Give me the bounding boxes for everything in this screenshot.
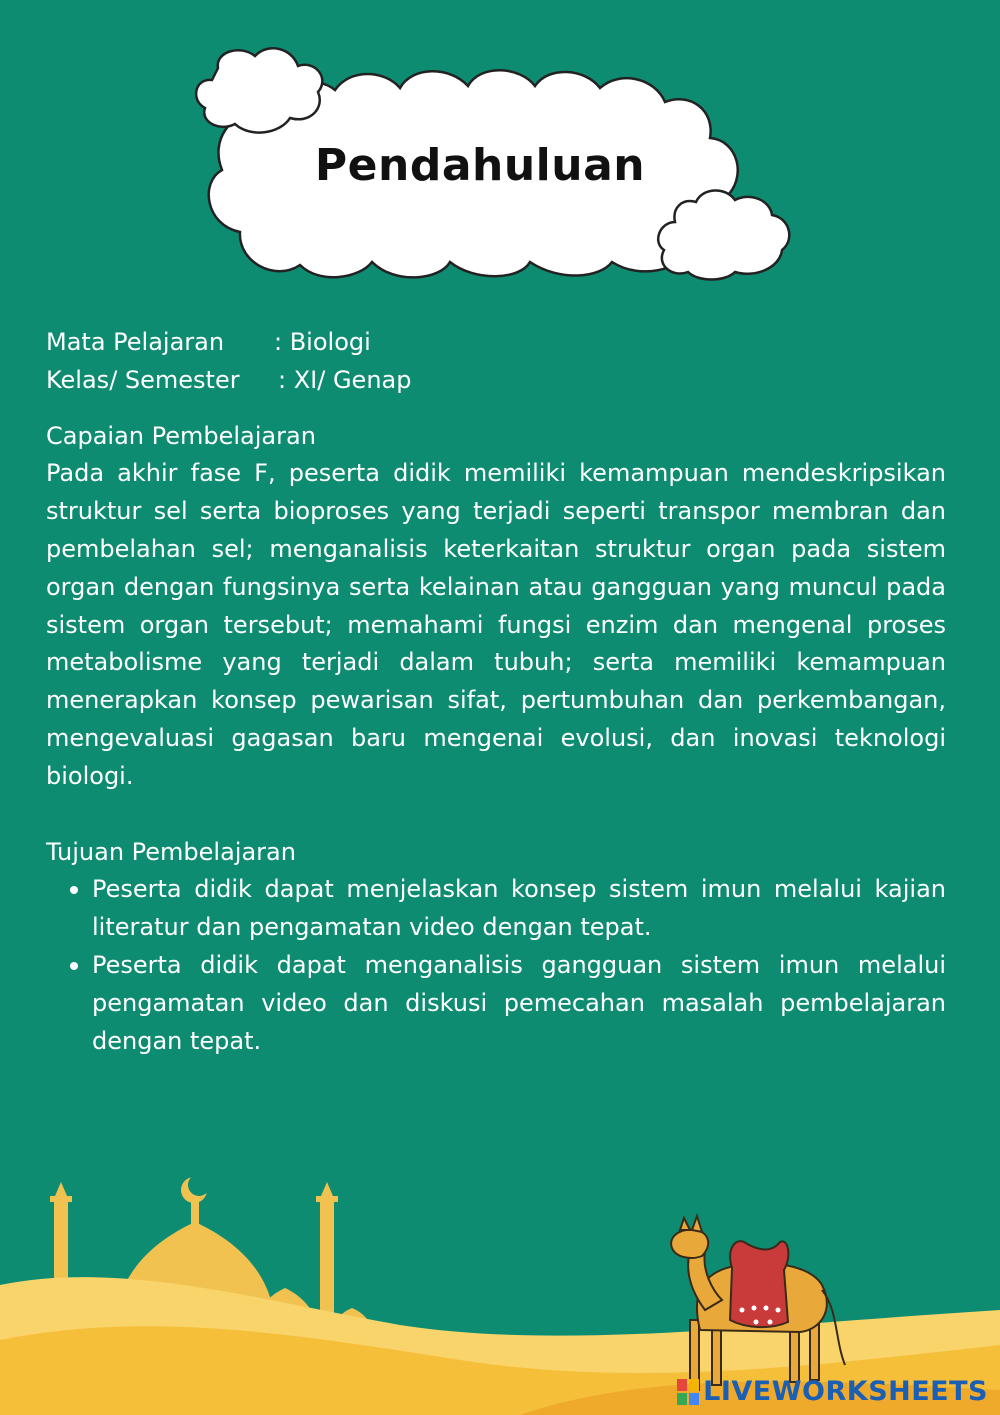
class-value: : XI/ Genap: [278, 365, 412, 394]
tujuan-list: [46, 871, 946, 1060]
tujuan-heading: Tujuan Pembelajaran: [46, 837, 296, 866]
class-row: [46, 362, 946, 400]
subject-value: : Biologi: [274, 328, 371, 356]
list-item: Peserta didik dapat menganalisis gangguan sistem imun melalui pengamatan video dan diskusi pemecahan masalah pembelajaran dengan tepat.: [92, 947, 946, 1060]
page-title: Pendahuluan: [314, 140, 646, 191]
crescent-moon-icon: [181, 1174, 210, 1203]
capaian-heading: Capaian Pembelajaran: [46, 421, 316, 450]
class-label: Kelas/ Semester: [46, 365, 240, 394]
liveworksheets-watermark: [677, 1376, 988, 1407]
list-item: Peserta didik dapat menjelaskan konsep sistem imun melalui kajian literatur dan pengamatan video dengan tepat.: [92, 871, 946, 947]
spacer: [46, 796, 946, 834]
watermark-text: LIVEWORKSHEETS: [703, 1376, 988, 1407]
capaian-body: Pada akhir fase F, peserta didik memiliki kemampuan mendeskripsikan struktur sel serta bioproses yang terjadi seperti transpor membran dan pembelahan sel; menganalisis keterkaitan struktur organ pada sistem organ dengan fungsinya serta kelainan atau gangguan yang muncul pada sistem organ tersebut; memahami fungsi enzim dan mengenal proses metabolisme yang terjadi dalam tubuh; serta memiliki kemampuan menerapkan konsep pewarisan sifat, pertumbuhan dan perkembangan, mengevaluasi gagasan baru mengenai evolusi, dan inovasi teknologi biologi.: [46, 459, 946, 790]
liveworksheets-logo-icon: [677, 1379, 699, 1405]
subject-label: Mata Pelajaran: [46, 328, 225, 356]
subject-row: [46, 324, 946, 362]
content: [46, 324, 946, 1060]
